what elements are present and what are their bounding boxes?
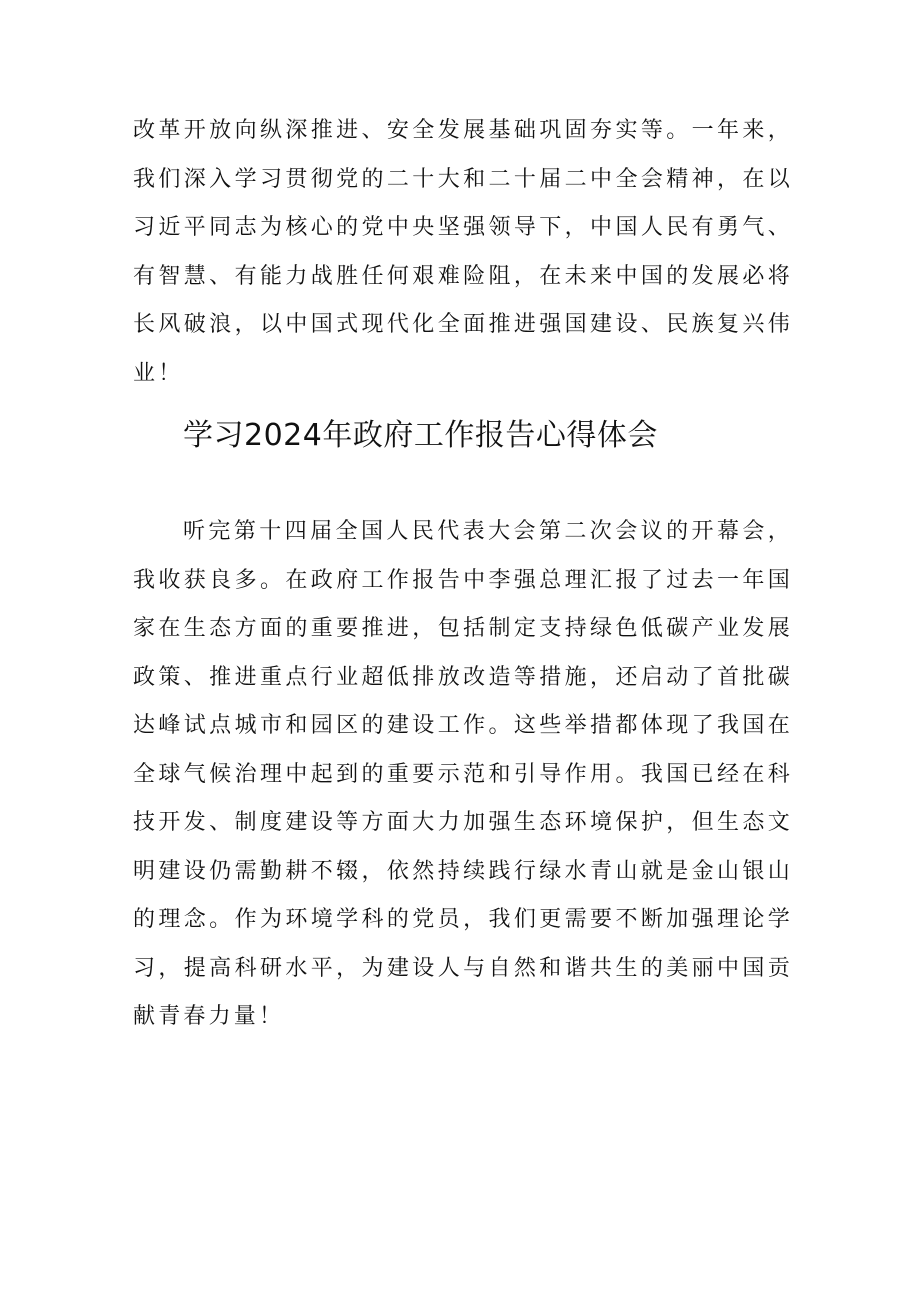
top-paragraph: 改革开放向纵深推进、安全发展基础巩固夯实等。一年来，我们深入学习贯彻党的二十大和二十届二中全会精神，在以习近平同志为核心的党中央坚强领导下，中国人民有勇气、有智慧、有能力战胜任何艰难险阻，在未来中国的发展必将长风破浪，以中国式现代化全面推进强国建设、民族复兴伟业！	[133, 118, 793, 386]
document-title: 学习2024年政府工作报告心得体会	[183, 418, 658, 453]
body-paragraph: 听完第十四届全国人民代表大会第二次会议的开幕会，我收获良多。在政府工作报告中李强总理汇报了过去一年国家在生态方面的重要推进，包括制定支持绿色低碳产业发展政策、推进重点行业超低排放改造等措施，还启动了首批碳达峰试点城市和园区的建设工作。这些举措都体现了我国在全球气候治理中起到的重要示范和引导作用。我国已经在科技开发、制度建设等方面大力加强生态环境保护，但生态文明建设仍需勤耕不辍，依然持续践行绿水青山就是金山银山的理念。作为环境学科的党员，我们更需要不断加强理论学习，提高科研水平，为建设人与自然和谐共生的美丽中国贡献青春力量！	[133, 519, 793, 1029]
